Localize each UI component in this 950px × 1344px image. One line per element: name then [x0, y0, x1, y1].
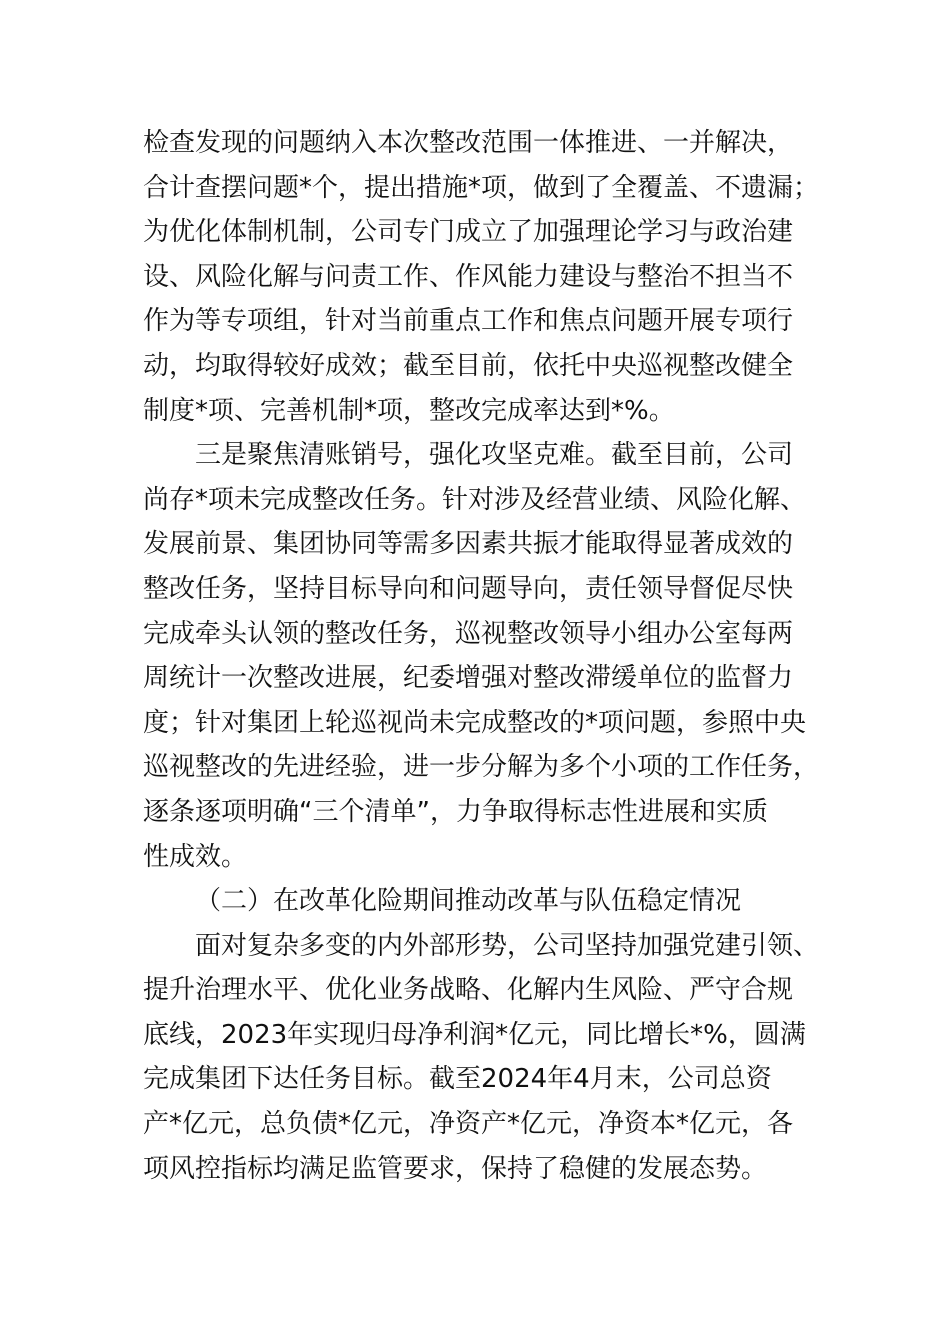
paragraph-1 [143, 121, 820, 433]
text-line: 三是聚焦清账销号，强化攻坚克难。截至目前，公司 [195, 440, 794, 471]
text-line: 周统计一次整改进展，纪委增强对整改滞缓单位的监督力 [143, 663, 794, 694]
text-line: 发展前景、集团协同等需多因素共振才能取得显著成效的 [143, 529, 794, 560]
text-line: 设、风险化解与问责工作、作风能力建设与整治不担当不 [143, 261, 794, 292]
text-line: 为优化体制机制，公司专门成立了加强理论学习与政治建 [143, 217, 794, 248]
text-line: 制度*项、完善机制*项，整改完成率达到*%。 [143, 395, 675, 426]
text-line: 项风控指标均满足监管要求，保持了稳健的发展态势。 [143, 1153, 768, 1184]
paragraph-3 [143, 924, 820, 1192]
text-line: 底线，2023年实现归母净利润*亿元，同比增长*%，圆满 [143, 1019, 806, 1050]
section-heading [143, 879, 813, 924]
text-line: 合计查摆问题*个，提出措施*项，做到了全覆盖、不遗漏； [143, 172, 820, 203]
text-line: 度；针对集团上轮巡视尚未完成整改的*项问题，参照中央 [143, 707, 807, 738]
text-line: 巡视整改的先进经验，进一步分解为多个小项的工作任务， [143, 752, 820, 783]
text-line: 检查发现的问题纳入本次整改范围一体推进、一并解决， [143, 128, 794, 158]
text-line: 整改任务，坚持目标导向和问题导向，责任领导督促尽快 [143, 573, 794, 604]
text-line: 尚存*项未完成整改任务。针对涉及经营业绩、风险化解、 [143, 484, 807, 515]
text-line: 动，均取得较好成效；截至目前，依托中央巡视整改健全 [143, 350, 794, 381]
paragraph-2 [143, 433, 820, 879]
text-line: 面对复杂多变的内外部形势，公司坚持加强党建引领、 [195, 930, 820, 961]
text-line: 提升治理水平、优化业务战略、化解内生风险、严守合规 [143, 975, 794, 1006]
text-line: 产*亿元，总负债*亿元，净资产*亿元，净资本*亿元，各 [143, 1109, 794, 1140]
section-heading-text: （二）在改革化险期间推动改革与队伍稳定情况 [195, 886, 742, 917]
text-line: 作为等专项组，针对当前重点工作和焦点问题开展专项行 [143, 306, 794, 337]
text-line: 性成效。 [143, 841, 248, 872]
document-body [143, 121, 820, 1191]
text-line: 完成集团下达任务目标。截至2024年4月末，公司总资 [143, 1064, 772, 1095]
text-line: 逐条逐项明确“三个清单”，力争取得标志性进展和实质 [143, 796, 768, 827]
text-line: 完成牵头认领的整改任务，巡视整改领导小组办公室每两 [143, 618, 794, 649]
